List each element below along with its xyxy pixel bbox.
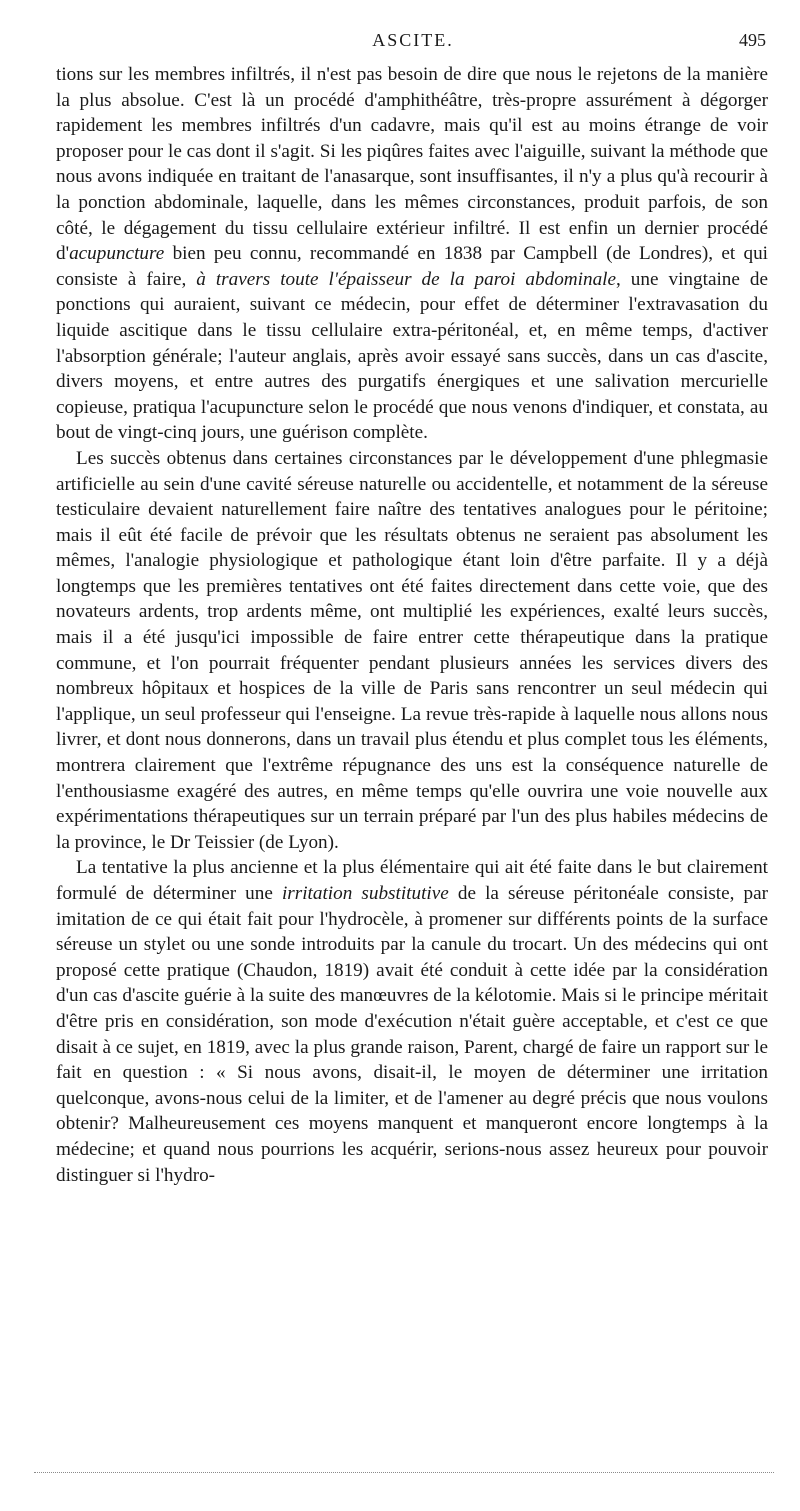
text-run: bien peu connu, recommandé en 1838 par Campbell (de Londres), et qui consiste à faire, — [56, 243, 768, 290]
text-run: , une vingtaine de ponctions qui auraient, suivant ce médecin, pour effet de déterminer l'extravasation du liquide ascitique dans le tissu cellulaire extra-péritonéal, et, en même temps, d'activer l'absorption générale; l'auteur anglais, après avoir essayé sans succès, dans un cas d'ascite, divers moyens, et entre autres des purgatifs énergiques et une salivation mercurielle copieuse, pratiqua l'acupuncture selon le procédé que nous venons d'indiquer, et constata, au bout de vingt-cinq jours, une guérison complète. — [56, 268, 769, 444]
paragraph-3 — [56, 855, 768, 1188]
text-run: tions sur les membres infiltrés, il n'est pas besoin de dire que nous le rejetons de la manière la plus absolue. C'est là un procédé d'amphithéâtre, très-propre assurément à dégorger rapidement les membres infiltrés d'un cadavre, mais qu'il est au moins étrange de voir proposer pour le cas dont il s'agit. Si les piqûres faites avec l'aiguille, suivant la méthode que nous avons indiquée en traitant de l'anasarque, sont insuffisantes, il n'y a plus qu'à recourir à la ponction abdominale, laquelle, dans les mêmes circonstances, produit parfois, de son côté, le dégagement du tissu cellulaire extérieur infiltré. Il est enfin un dernier procédé d' — [56, 64, 768, 265]
italic-phrase-paroi: à travers toute l'épaisseur de la paroi abdominale — [196, 268, 617, 290]
footer-dotted-rule — [34, 1472, 774, 1473]
italic-term-acupuncture: acupuncture — [69, 243, 165, 265]
text-run: La tentative la plus ancienne et la plus élémentaire qui ait été faite dans le but clairement formulé de déterminer une — [56, 857, 768, 904]
text-run: Les succès obtenus dans certaines circonstances par le développement d'une phlegmasie artificielle au sein d'une cavité séreuse naturelle ou accidentelle, et notamment de la séreuse testiculaire devaient naturellement faire naître des tentatives analogues pour le péritoine; mais il eût été facile de prévoir que les résultats obtenus ne seraient pas absolument les mêmes, l'analogie physiologique et pathologique étant loin d'être parfaite. Il y a déjà longtemps que les premières tentatives ont été faites directement dans cette voie, que des novateurs ardents, trop ardents même, ont multiplié les expériences, exalté leurs succès, mais il a été jusqu'ici impossible de faire entrer cette thérapeutique dans la pratique commune, et l'on pourrait fréquenter pendant plusieurs années les services divers des nombreux hôpitaux et hospices de la ville de Paris sans rencontrer un seul médecin qui l'applique, un seul professeur qui l'enseigne. La revue très-rapide à laquelle nous allons nous livrer, et dont nous donnerons, dans un travail plus étendu et plus complet tous les éléments, montrera clairement que l'extrême répugnance des uns est la conséquence naturelle de l'enthousiasme exagéré des autres, en même temps qu'elle ouvrira une voie nouvelle aux expérimentations thérapeutiques sur un terrain préparé par l'un des plus habiles médecins de la province, le Dr Teissier (de Lyon). — [56, 447, 768, 853]
italic-term-irritation: irritation substitutive — [281, 883, 449, 904]
page-number: 495 — [739, 30, 766, 50]
page-header — [56, 30, 770, 56]
running-head: ASCITE. — [372, 30, 454, 50]
body-text — [56, 62, 768, 1188]
text-run: de la séreuse péritonéale consiste, par imitation de ce qui était fait pour l'hydrocèle, à promener sur différents points de la surface séreuse un stylet ou une sonde introduits par la canule du trocart. Un des médecins qui ont proposé cette pratique (Chaudon, 1819) avait été conduit à cette idée par la considération d'un cas d'ascite guérie à la suite des manœuvres de la kélotomie. Mais si le principe méritait d'être pris en considération, son mode d'exécution n'était guère acceptable, et c'est ce que disait à ce sujet, en 1819, avec la plus grande raison, Parent, chargé de faire un rapport sur le fait en question : « Si nous avons, disait-il, le moyen de déterminer une irritation quelconque, avons-nous celui de la limiter, et de l'amener au degré précis que nous voulons obtenir? Malheureusement ces moyens manquent et manqueront encore longtemps à la médecine; et quand nous pourrions les acquérir, serions-nous assez heureux pour pouvoir distinguer si l'hydro- — [56, 883, 769, 1186]
paragraph-1 — [56, 62, 768, 446]
paragraph-2 — [56, 446, 768, 856]
